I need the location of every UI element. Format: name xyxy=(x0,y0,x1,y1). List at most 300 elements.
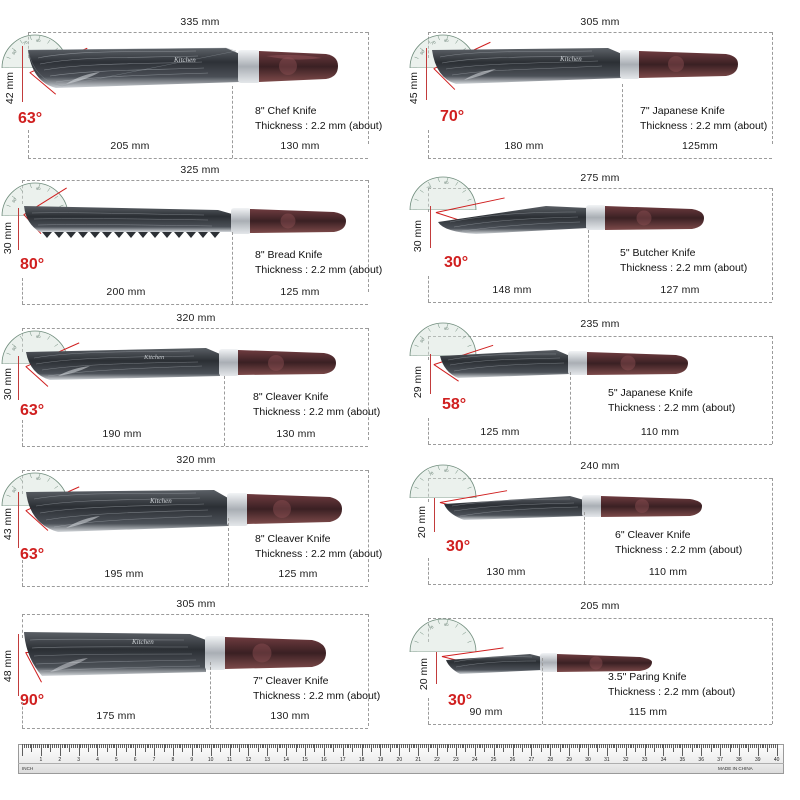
ruler-tick xyxy=(728,744,729,748)
ruler-tick xyxy=(88,744,89,752)
knife-caption xyxy=(253,674,380,704)
handle-length-label: 110 mm xyxy=(640,426,680,438)
ruler-tick xyxy=(275,744,276,748)
ruler-tick xyxy=(258,744,259,752)
svg-text:70: 70 xyxy=(428,624,435,631)
ruler-tick xyxy=(299,744,300,748)
ruler-number: 28 xyxy=(547,757,554,763)
ruler-tick xyxy=(405,744,406,748)
knife-thickness: Thickness : 2.2 mm (about) xyxy=(608,402,736,415)
ruler-tick xyxy=(496,744,497,748)
blade-height-label: 43 mm xyxy=(2,508,14,541)
ruler-tick xyxy=(584,744,585,748)
ruler-tick xyxy=(424,744,425,748)
ruler-tick xyxy=(162,744,163,748)
ruler-tick xyxy=(699,744,700,748)
knife-name: 8" Cleaver Knife xyxy=(253,391,329,403)
ruler-tick xyxy=(175,744,176,748)
ruler-tick xyxy=(316,744,317,748)
ruler-tick xyxy=(590,744,591,748)
ruler-tick xyxy=(330,744,331,748)
ruler-tick xyxy=(686,744,687,748)
segment-dim-line xyxy=(428,584,772,585)
dim-extension xyxy=(210,662,211,728)
ruler-tick xyxy=(109,744,110,748)
ruler-tick xyxy=(286,744,287,756)
ruler-tick xyxy=(347,744,348,748)
ruler-tick xyxy=(363,744,364,748)
angle-label: 70° xyxy=(440,108,465,125)
ruler-tick xyxy=(345,744,346,748)
ruler-tick xyxy=(358,744,359,748)
ruler-tick xyxy=(224,744,225,748)
ruler-number: 25 xyxy=(490,757,497,763)
ruler-number: 37 xyxy=(717,757,723,763)
ruler-tick xyxy=(273,744,274,748)
ruler-tick xyxy=(135,744,136,756)
ruler-tick xyxy=(184,744,185,748)
ruler-tick xyxy=(58,744,59,748)
ruler-tick xyxy=(660,744,661,748)
ruler-tick xyxy=(724,744,725,748)
ruler-tick xyxy=(331,744,332,748)
ruler-tick xyxy=(207,744,208,748)
knife-name: 7" Cleaver Knife xyxy=(253,675,329,687)
ruler-tick xyxy=(179,744,180,748)
ruler-tick xyxy=(197,744,198,748)
ruler-tick xyxy=(243,744,244,748)
ruler-tick xyxy=(94,744,95,748)
ruler-number: 36 xyxy=(698,757,704,763)
ruler-tick xyxy=(758,744,759,756)
knife-caption xyxy=(640,104,767,134)
ruler-tick xyxy=(384,744,385,748)
ruler-tick xyxy=(22,744,23,756)
ruler-tick xyxy=(630,744,631,748)
ruler-tick xyxy=(282,744,283,748)
ruler-tick xyxy=(601,744,602,748)
ruler-tick xyxy=(52,744,53,748)
ruler-tick xyxy=(33,744,34,748)
svg-text:60: 60 xyxy=(10,197,18,204)
ruler-number: 11 xyxy=(226,757,233,763)
ruler-tick xyxy=(130,744,131,748)
ruler-tick xyxy=(182,744,183,752)
ruler-tick xyxy=(520,744,521,748)
blade-length-label: 180 mm xyxy=(504,140,544,152)
ruler-tick xyxy=(443,744,444,748)
handle-length-label: 115 mm xyxy=(628,706,668,718)
ruler-tick xyxy=(633,744,634,748)
ruler-tick xyxy=(233,744,234,748)
knife-illustration xyxy=(24,344,354,396)
ruler-tick xyxy=(373,744,374,748)
ruler-tick xyxy=(414,744,415,748)
ruler-tick xyxy=(177,744,178,748)
ruler-number: 40 xyxy=(773,757,780,763)
ruler-number: 39 xyxy=(755,757,761,763)
ruler-tick xyxy=(137,744,138,748)
ruler-tick xyxy=(201,744,202,752)
ruler-tick xyxy=(579,744,580,752)
ruler-tick xyxy=(247,744,248,748)
ruler-tick xyxy=(714,744,715,748)
dim-extension xyxy=(622,84,623,158)
ruler-tick xyxy=(558,744,559,748)
ruler-tick xyxy=(679,744,680,748)
ruler-tick xyxy=(762,744,763,748)
ruler-tick xyxy=(386,744,387,748)
ruler-tick xyxy=(173,744,174,756)
ruler-tick xyxy=(645,744,646,756)
ruler-tick xyxy=(160,744,161,748)
ruler-number: 21 xyxy=(415,757,421,763)
ruler-tick xyxy=(541,744,542,752)
dim-extension xyxy=(22,702,23,728)
ruler-tick xyxy=(624,744,625,748)
segment-dim-line xyxy=(28,158,368,159)
ruler-tick xyxy=(143,744,144,748)
ruler-tick xyxy=(667,744,668,748)
ruler-tick xyxy=(262,744,263,748)
ruler-tick xyxy=(739,744,740,756)
ruler-tick xyxy=(580,744,581,748)
ruler-tick xyxy=(322,744,323,748)
ruler-tick xyxy=(754,744,755,748)
ruler-tick xyxy=(620,744,621,748)
svg-text:60: 60 xyxy=(10,487,18,494)
ruler-tick xyxy=(656,744,657,748)
knife-caption xyxy=(255,104,382,134)
dim-extension xyxy=(368,470,369,582)
ruler-tick xyxy=(654,744,655,752)
ruler-tick xyxy=(458,744,459,748)
ruler-tick xyxy=(533,744,534,748)
total-length-label: 305 mm xyxy=(176,598,216,610)
ruler-number: 23 xyxy=(453,757,459,763)
ruler-tick xyxy=(730,744,731,752)
ruler-tick xyxy=(430,744,431,748)
svg-text:Kitchen: Kitchen xyxy=(132,638,154,646)
ruler-tick xyxy=(692,744,693,752)
dim-extension xyxy=(772,478,773,584)
ruler-tick xyxy=(328,744,329,748)
ruler-tick xyxy=(82,744,83,748)
svg-text:90: 90 xyxy=(444,180,449,185)
ruler-tick xyxy=(267,744,268,756)
ruler-tick xyxy=(141,744,142,748)
ruler-tick xyxy=(475,744,476,756)
ruler-tick xyxy=(535,744,536,748)
ruler-tick xyxy=(469,744,470,748)
blade-length-label: 175 mm xyxy=(96,710,136,722)
ruler-tick xyxy=(673,744,674,752)
ruler-tick xyxy=(158,744,159,748)
knife-thickness: Thickness : 2.2 mm (about) xyxy=(615,544,743,557)
ruler-tick xyxy=(348,744,349,748)
ruler-number: 18 xyxy=(358,757,365,763)
ruler-tick xyxy=(482,744,483,748)
dim-extension xyxy=(428,418,429,444)
ruler-tick xyxy=(263,744,264,748)
ruler-tick xyxy=(309,744,310,748)
ruler-tick xyxy=(126,744,127,752)
segment-dim-line xyxy=(428,158,772,159)
ruler-tick xyxy=(390,744,391,752)
ruler-tick xyxy=(56,744,57,748)
ruler-tick xyxy=(518,744,519,748)
total-length-label: 205 mm xyxy=(580,600,620,612)
svg-text:Kitchen: Kitchen xyxy=(150,497,172,505)
ruler-tick xyxy=(326,744,327,748)
ruler-tick xyxy=(333,744,334,752)
ruler-tick xyxy=(111,744,112,748)
ruler-tick xyxy=(239,744,240,752)
ruler-tick xyxy=(105,744,106,748)
angle-label: 63° xyxy=(20,546,45,563)
ruler-number: 3 xyxy=(77,757,80,763)
total-length-label: 305 mm xyxy=(580,16,620,28)
ruler-tick xyxy=(203,744,204,748)
segment-dim-line xyxy=(22,304,368,305)
ruler-tick xyxy=(652,744,653,748)
svg-text:Kitchen: Kitchen xyxy=(560,55,582,63)
ruler-tick xyxy=(154,744,155,756)
ruler-tick xyxy=(113,744,114,748)
ruler-tick xyxy=(622,744,623,748)
ruler-tick xyxy=(45,744,46,748)
ruler-tick xyxy=(297,744,298,748)
ruler-tick xyxy=(96,744,97,748)
ruler-tick xyxy=(305,744,306,756)
ruler-tick xyxy=(750,744,751,748)
ruler-tick xyxy=(614,744,615,748)
ruler-tick xyxy=(279,744,280,748)
ruler-tick xyxy=(377,744,378,748)
ruler-tick xyxy=(682,744,683,756)
ruler-number: 2 xyxy=(58,757,62,763)
ruler-number: 31 xyxy=(604,757,610,763)
ruler-tick xyxy=(362,744,363,756)
blade-height-label: 30 mm xyxy=(2,222,14,255)
ruler-tick xyxy=(547,744,548,748)
knife-caption xyxy=(608,386,735,416)
total-dim-line xyxy=(28,32,368,33)
knife-name: 7" Japanese Knife xyxy=(640,105,725,117)
ruler-tick xyxy=(646,744,647,748)
angle-label: 63° xyxy=(20,402,45,419)
ruler-tick xyxy=(307,744,308,748)
ruler-tick xyxy=(771,744,772,748)
knife-name: 3.5" Paring Knife xyxy=(608,671,687,683)
ruler-tick xyxy=(314,744,315,752)
total-dim-line xyxy=(428,336,772,337)
ruler-number: 26 xyxy=(509,757,516,763)
ruler-tick xyxy=(486,744,487,748)
handle-length-label: 130 mm xyxy=(280,140,320,152)
ruler-tick xyxy=(473,744,474,748)
blade-length-label: 148 mm xyxy=(492,284,532,296)
ruler-tick xyxy=(48,744,49,748)
ruler-tick xyxy=(380,744,381,756)
ruler-number: 10 xyxy=(207,757,214,763)
svg-text:60: 60 xyxy=(10,345,18,352)
ruler-tick xyxy=(573,744,574,748)
knife-caption xyxy=(255,532,382,562)
ruler-tick xyxy=(616,744,617,752)
segment-dim-line xyxy=(22,586,368,587)
ruler-tick xyxy=(631,744,632,748)
ruler-tick xyxy=(509,744,510,748)
blade-length-label: 205 mm xyxy=(110,140,150,152)
ruler-tick xyxy=(543,744,544,748)
dim-extension xyxy=(588,230,589,302)
ruler-tick xyxy=(343,744,344,756)
ruler-number: 13 xyxy=(264,757,271,763)
knife-thickness: Thickness : 2.2 mm (about) xyxy=(255,264,383,277)
knife-caption xyxy=(608,670,735,700)
ruler-tick xyxy=(437,744,438,756)
ruler-tick xyxy=(211,744,212,756)
knife-name: 8" Chef Knife xyxy=(255,105,317,117)
ruler-tick xyxy=(722,744,723,748)
ruler-tick xyxy=(30,744,31,748)
ruler-tick xyxy=(318,744,319,748)
ruler-tick xyxy=(230,744,231,756)
ruler-tick xyxy=(118,744,119,748)
knife-thickness: Thickness : 2.2 mm (about) xyxy=(620,262,748,275)
ruler-tick xyxy=(379,744,380,748)
ruler-tick xyxy=(101,744,102,748)
ruler-tick xyxy=(663,744,664,756)
ruler-tick xyxy=(375,744,376,748)
ruler-tick xyxy=(531,744,532,756)
svg-text:90: 90 xyxy=(36,186,41,191)
angle-label: 58° xyxy=(442,396,467,413)
ruler-tick xyxy=(545,744,546,748)
ruler-tick xyxy=(560,744,561,752)
blade-height-label: 20 mm xyxy=(418,658,430,691)
ruler-tick xyxy=(265,744,266,748)
blade-height-line xyxy=(430,354,431,394)
ruler-tick xyxy=(360,744,361,748)
ruler-tick xyxy=(369,744,370,748)
ruler-tick xyxy=(365,744,366,748)
ruler-tick xyxy=(47,744,48,748)
ruler-tick xyxy=(537,744,538,748)
ruler-tick xyxy=(618,744,619,748)
ruler-tick xyxy=(565,744,566,748)
ruler-tick xyxy=(303,744,304,748)
ruler-tick xyxy=(194,744,195,748)
blade-height-label: 45 mm xyxy=(408,72,420,105)
ruler-tick xyxy=(471,744,472,748)
ruler-number: 38 xyxy=(736,757,742,763)
ruler-tick xyxy=(103,744,104,748)
svg-text:60: 60 xyxy=(418,337,426,344)
ruler-tick xyxy=(641,744,642,748)
ruler-tick xyxy=(120,744,121,748)
ruler-tick xyxy=(196,744,197,748)
ruler-tick xyxy=(528,744,529,748)
blade-length-label: 190 mm xyxy=(102,428,142,440)
ruler-tick xyxy=(567,744,568,748)
ruler-tick xyxy=(67,744,68,748)
ruler-tick xyxy=(218,744,219,748)
ruler-tick xyxy=(720,744,721,756)
ruler-tick xyxy=(428,744,429,752)
ruler-tick xyxy=(554,744,555,748)
ruler-tick xyxy=(256,744,257,748)
dim-extension xyxy=(772,32,773,144)
ruler-tick xyxy=(477,744,478,748)
ruler-number: 16 xyxy=(321,757,327,763)
dim-extension xyxy=(368,328,369,440)
total-dim-line xyxy=(428,618,772,619)
blade-height-line xyxy=(18,492,19,548)
total-length-label: 335 mm xyxy=(180,16,220,28)
ruler-tick xyxy=(445,744,446,748)
handle-length-label: 130 mm xyxy=(270,710,310,722)
ruler-tick xyxy=(237,744,238,748)
dim-extension xyxy=(232,232,233,304)
ruler-tick xyxy=(401,744,402,748)
ruler-tick xyxy=(167,744,168,748)
ruler-tick xyxy=(284,744,285,748)
ruler-tick xyxy=(205,744,206,748)
ruler-tick xyxy=(586,744,587,748)
ruler-tick xyxy=(563,744,564,748)
ruler-tick xyxy=(735,744,736,748)
ruler-number: 1 xyxy=(39,757,43,763)
ruler-tick xyxy=(769,744,770,748)
ruler-tick xyxy=(677,744,678,748)
total-dim-line xyxy=(22,470,368,471)
ruler-tick xyxy=(156,744,157,748)
dim-extension xyxy=(772,618,773,724)
ruler-number: 15 xyxy=(302,757,308,763)
ruler-tick xyxy=(550,744,551,756)
knife-caption xyxy=(615,528,742,558)
ruler-tick xyxy=(413,744,414,748)
ruler-tick xyxy=(356,744,357,748)
ruler-tick xyxy=(231,744,232,748)
ruler-tick xyxy=(64,744,65,748)
ruler-tick xyxy=(675,744,676,748)
ruler-tick xyxy=(505,744,506,748)
ruler-tick xyxy=(767,744,768,752)
blade-length-label: 195 mm xyxy=(104,568,144,580)
blade-height-label: 48 mm xyxy=(2,650,14,683)
ruler-tick xyxy=(513,744,514,756)
ruler-tick xyxy=(556,744,557,748)
ruler-tick xyxy=(441,744,442,748)
ruler-tick xyxy=(350,744,351,748)
ruler-tick xyxy=(479,744,480,748)
svg-text:90: 90 xyxy=(444,622,449,627)
ruler-tick xyxy=(658,744,659,748)
ruler-tick xyxy=(746,744,747,748)
ruler-tick xyxy=(718,744,719,748)
knife-name: 6" Cleaver Knife xyxy=(615,529,691,541)
dim-extension xyxy=(428,558,429,584)
ruler-tick xyxy=(241,744,242,748)
ruler-tick xyxy=(294,744,295,748)
ruler-tick xyxy=(777,744,778,756)
total-dim-line xyxy=(428,32,772,33)
ruler-tick xyxy=(186,744,187,748)
ruler-tick xyxy=(592,744,593,748)
